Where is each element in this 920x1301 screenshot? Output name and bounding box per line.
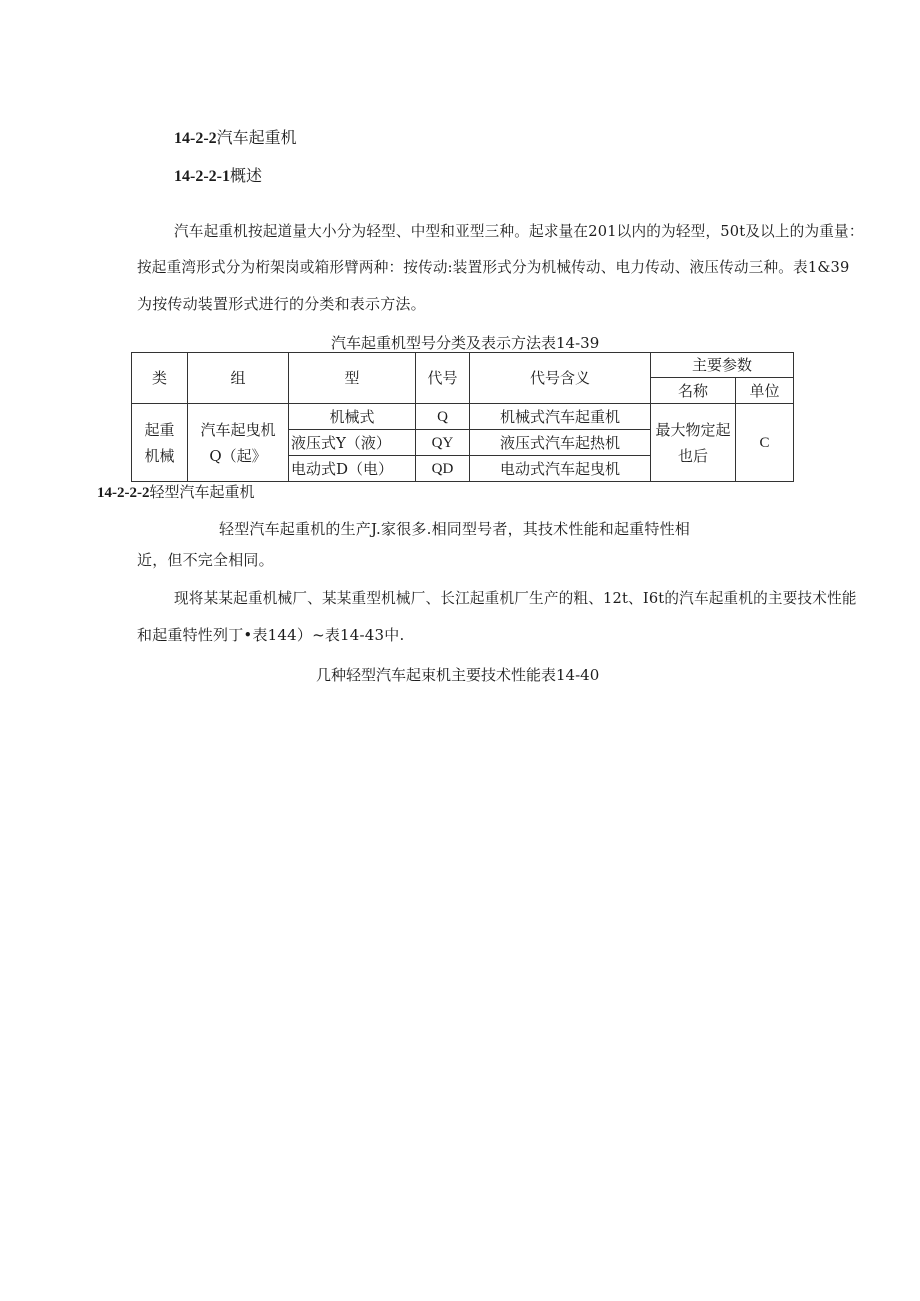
section-number: 14-2-2 xyxy=(174,130,217,147)
category-line-2: 机械 xyxy=(144,446,175,465)
table-row-code: Q xyxy=(416,404,470,430)
table-row-type: 电动式D（电） xyxy=(289,456,416,482)
cell-group xyxy=(188,404,289,482)
table-row-meaning: 液压式汽车起热机 xyxy=(470,430,651,456)
cell-category xyxy=(132,404,188,482)
paragraph-3-line-1: 现将某某起重机械厂、某某重型机械厂、长江起重机厂生产的粗、12t、I6t的汽车起重机的主要技术性能 xyxy=(174,590,857,607)
paragraph-2-line-1: 轻型汽车起重机的生产J.家很多.相同型号者，其技术性能和起重特性相 xyxy=(219,520,690,538)
subsection-number: 14-2-2-1 xyxy=(174,168,230,185)
subsection-number: 14-2-2-2 xyxy=(97,485,150,501)
table-row-code: QY xyxy=(416,430,470,456)
section-heading xyxy=(174,128,297,149)
subsection-heading-light xyxy=(97,482,255,503)
paragraph-2-line-2: 近，但不完全相同。 xyxy=(137,551,274,569)
group-line-1: 汽车起曳机 xyxy=(200,420,276,439)
header-param-unit: 单位 xyxy=(736,378,794,404)
paragraph-1-line-1: 汽车起重机按起道量大小分为轻型、中型和亚型三种。起求量在201以内的为轻型，50t及以上的为重量： xyxy=(174,223,864,240)
paragraph-1-line-3: 为按传动装置形式进行的分类和表示方法。 xyxy=(137,295,426,313)
subsection-title: 概述 xyxy=(229,166,262,185)
table-caption: 汽车起重机型号分类及表示方法表14-39 xyxy=(331,334,600,352)
header-param-name: 名称 xyxy=(651,378,736,404)
header-main-params: 主要参数 xyxy=(651,353,794,378)
table-caption-2: 几种轻型汽车起束机主要技术性能表14-40 xyxy=(316,666,600,684)
category-line-1: 起重 xyxy=(144,420,175,439)
subsection-heading-overview xyxy=(174,166,262,187)
cell-param-name xyxy=(651,404,736,482)
paragraph-1-line-2: 按起重湾形式分为桁架岗或箱形臂两种：按传动:装置形式分为机械传动、电力传动、液压传动三种。表1&39 xyxy=(137,259,850,276)
header-group: 组 xyxy=(188,353,289,404)
header-code: 代号 xyxy=(416,353,470,404)
classification-table xyxy=(131,352,793,481)
param-name-line-1: 最大物定起 xyxy=(655,420,731,439)
table-row-meaning: 电动式汽车起曳机 xyxy=(470,456,651,482)
table-row-type: 机械式 xyxy=(289,404,416,430)
subsection-title: 轻型汽车起重机 xyxy=(149,483,255,501)
paragraph-3-line-2: 和起重特性列丁•表144）~表14-43中. xyxy=(137,626,405,644)
section-title: 汽车起重机 xyxy=(216,128,297,147)
header-type: 型 xyxy=(289,353,416,404)
header-category: 类 xyxy=(132,353,188,404)
header-code-meaning: 代号含义 xyxy=(470,353,651,404)
table-row-code: QD xyxy=(416,456,470,482)
group-line-2: Q（起》 xyxy=(209,446,267,465)
param-name-line-2: 也后 xyxy=(677,446,708,465)
table-row-meaning: 机械式汽车起重机 xyxy=(470,404,651,430)
cell-param-unit: C xyxy=(736,404,794,482)
table-row-type: 液压式Y（液） xyxy=(289,430,416,456)
